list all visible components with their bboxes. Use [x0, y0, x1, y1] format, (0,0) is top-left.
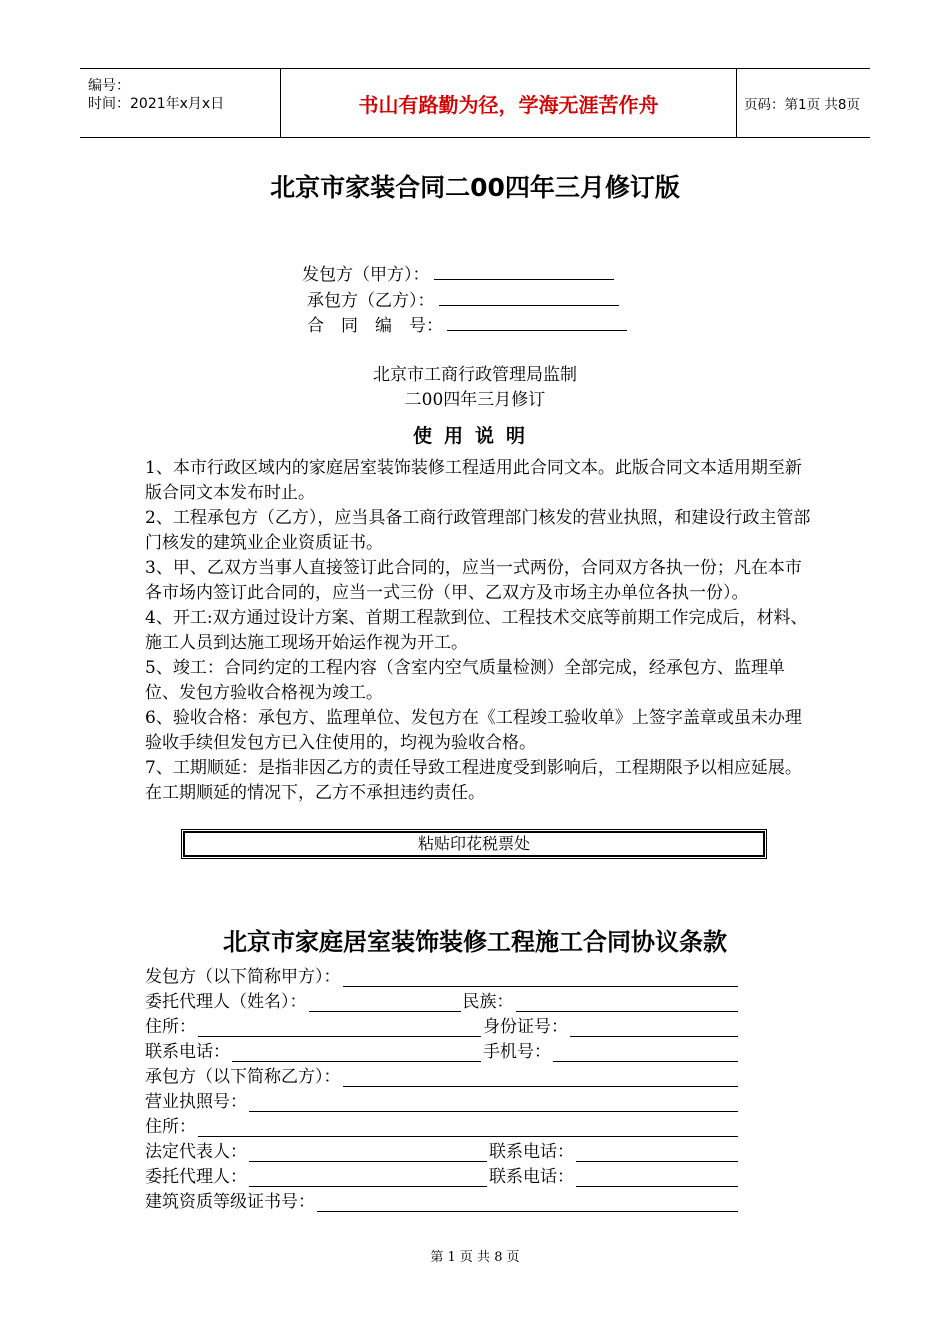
instruction-item: 1、本市行政区域内的家庭居室装饰装修工程适用此合同文本。此版合同文本适用期至新版合同文本发布时止。: [145, 458, 802, 503]
mobile-label: 手机号：: [483, 1042, 551, 1062]
agent-b-label: 委托代理人：: [145, 1167, 247, 1187]
form-row: [145, 1087, 738, 1112]
page-header: [80, 68, 870, 138]
address-a-blank[interactable]: [198, 1020, 481, 1037]
phone-b1-label: 联系电话：: [489, 1142, 574, 1162]
party-b-blank[interactable]: [343, 1070, 739, 1087]
instructions-list: [145, 456, 813, 806]
agent-name-blank[interactable]: [309, 995, 461, 1012]
cover-party-b-label: 承包方（乙方）：: [307, 291, 435, 311]
party-a-blank[interactable]: [343, 970, 739, 987]
phone-b2-blank[interactable]: [576, 1170, 738, 1187]
business-license-blank[interactable]: [249, 1095, 738, 1112]
legal-rep-blank[interactable]: [249, 1145, 487, 1162]
qualification-blank[interactable]: [317, 1195, 738, 1212]
form-row: [145, 987, 738, 1012]
ethnicity-label: 民族：: [462, 992, 514, 1012]
supervisor-text: 北京市工商行政管理局监制: [373, 365, 577, 385]
form-row: [145, 1012, 738, 1037]
business-license-label: 营业执照号：: [145, 1092, 247, 1112]
document-number-label: 编号：: [88, 78, 130, 94]
header-page-info: 页码：第1页 共8页: [744, 97, 860, 113]
ethnicity-blank[interactable]: [516, 995, 739, 1012]
party-b-label: 承包方（以下简称乙方）：: [145, 1067, 341, 1087]
mobile-blank[interactable]: [553, 1045, 738, 1062]
form-row: [145, 1187, 738, 1212]
cover-party-b-blank[interactable]: [439, 291, 619, 306]
form-row: [145, 1112, 738, 1137]
phone-a-blank[interactable]: [232, 1045, 481, 1062]
agreement-form: [145, 962, 738, 1212]
agent-name-label: 委托代理人（姓名）：: [145, 992, 307, 1012]
instruction-item: 3、甲、乙双方当事人直接签订此合同的，应当一式两份，合同双方各执一份；凡在本市各市场内签订此合同的，应当一式三份（甲、乙双方及市场主办单位各执一份）。: [145, 558, 802, 603]
agreement-title: 北京市家庭居室装饰装修工程施工合同协议条款: [223, 928, 727, 956]
instruction-item: 4、开工:双方通过设计方案、首期工程款到位、工程技术交底等前期工作完成后，材料、施工人员到达施工现场开始运作视为开工。: [145, 608, 808, 653]
address-b-blank[interactable]: [198, 1120, 738, 1137]
form-row: [145, 1137, 738, 1162]
stamp-tax-box: 粘贴印花税票处: [183, 831, 765, 857]
phone-a-label: 联系电话：: [145, 1042, 230, 1062]
cover-contract-no-blank[interactable]: [447, 316, 627, 331]
id-number-label: 身份证号：: [483, 1017, 568, 1037]
form-row: [145, 962, 738, 987]
cover-party-a-row: [302, 260, 614, 285]
address-a-label: 住所：: [145, 1017, 196, 1037]
form-row: [145, 1162, 738, 1187]
header-meta-cell: [80, 69, 280, 137]
instruction-item: 7、工期顺延：是指非因乙方的责任导致工程进度受到影响后，工程期限予以相应延展。在工期顺延的情况下，乙方不承担违约责任。: [145, 758, 802, 803]
qualification-label: 建筑资质等级证书号：: [145, 1192, 315, 1212]
document-time-label: 时间：2021年x月x日: [88, 96, 225, 112]
header-motto-cell: [280, 69, 737, 137]
phone-b2-label: 联系电话：: [489, 1167, 574, 1187]
page-footer: 第 1 页 共 8 页: [430, 1250, 520, 1265]
form-row: [145, 1062, 738, 1087]
motto-text: 书山有路勤为径，学海无涯苦作舟: [358, 92, 659, 117]
phone-b1-blank[interactable]: [576, 1145, 738, 1162]
id-number-blank[interactable]: [570, 1020, 738, 1037]
cover-party-a-blank[interactable]: [434, 265, 614, 280]
cover-party-b-row: [307, 286, 619, 311]
legal-rep-label: 法定代表人：: [145, 1142, 247, 1162]
document-title: 北京市家装合同二00四年三月修订版: [270, 173, 680, 202]
instructions-heading: 使用说明: [412, 425, 537, 447]
party-a-label: 发包方（以下简称甲方）：: [145, 967, 341, 987]
cover-party-a-label: 发包方（甲方）：: [302, 265, 430, 285]
address-b-label: 住所：: [145, 1117, 196, 1137]
instruction-item: 6、验收合格：承包方、监理单位、发包方在《工程竣工验收单》上签字盖章或虽未办理验收手续但发包方已入住使用的，均视为验收合格。: [145, 708, 802, 753]
agent-b-blank[interactable]: [249, 1170, 487, 1187]
cover-contract-no-row: [307, 311, 627, 336]
instruction-item: 2、工程承包方（乙方），应当具备工商行政管理部门核发的营业执照，和建设行政主管部门核发的建筑业企业资质证书。: [145, 508, 811, 553]
instruction-item: 5、竣工：合同约定的工程内容（含室内空气质量检测）全部完成，经承包方、监理单位、发包方验收合格视为竣工。: [145, 658, 785, 703]
revision-text: 二00四年三月修订: [404, 390, 546, 410]
form-row: [145, 1037, 738, 1062]
cover-contract-no-label: 合 同 编 号：: [307, 316, 443, 336]
